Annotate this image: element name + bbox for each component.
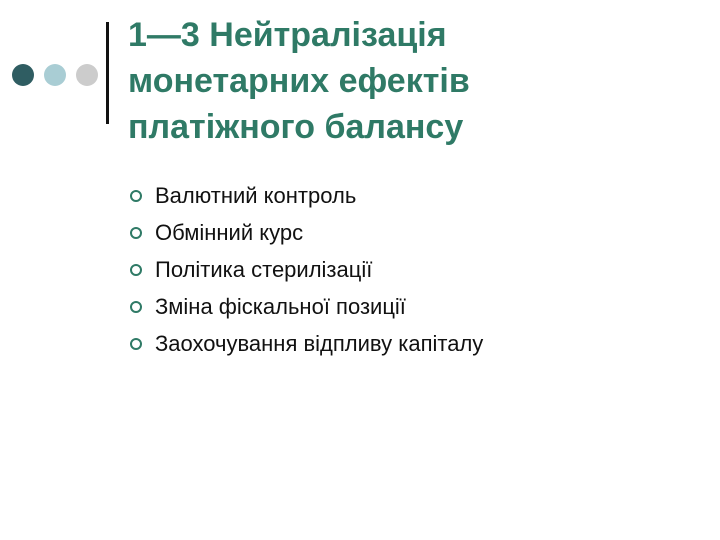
decorative-dot-dark bbox=[12, 64, 34, 86]
slide-title-line-3: платіжного балансу bbox=[128, 108, 464, 146]
slide-title bbox=[128, 12, 688, 150]
slide-title-line-1: 1—3 Нейтралізація bbox=[128, 16, 447, 54]
title-divider bbox=[106, 22, 109, 124]
ring-bullet-icon bbox=[130, 301, 142, 313]
bullet-item bbox=[130, 288, 483, 325]
bullet-item bbox=[130, 214, 483, 251]
bullet-text: Валютний контроль bbox=[155, 182, 357, 208]
bullet-item bbox=[130, 251, 483, 288]
ring-bullet-icon bbox=[130, 190, 142, 202]
slide-title-line-2: монетарних ефектів bbox=[128, 62, 470, 100]
bullet-item bbox=[130, 177, 483, 214]
bullet-item bbox=[130, 325, 483, 362]
ring-bullet-icon bbox=[130, 264, 142, 276]
ring-bullet-icon bbox=[130, 338, 142, 350]
decorative-dot-teal bbox=[44, 64, 66, 86]
bullet-text: Обмінний курс bbox=[155, 219, 304, 245]
ring-bullet-icon bbox=[130, 227, 142, 239]
bullet-text: Заохочування відпливу капіталу bbox=[155, 330, 484, 356]
decorative-dot-gray bbox=[76, 64, 98, 86]
bullet-text: Зміна фіскальної позиції bbox=[155, 293, 406, 319]
bullet-text: Політика стерилізації bbox=[155, 256, 373, 282]
bullet-list bbox=[130, 177, 483, 362]
